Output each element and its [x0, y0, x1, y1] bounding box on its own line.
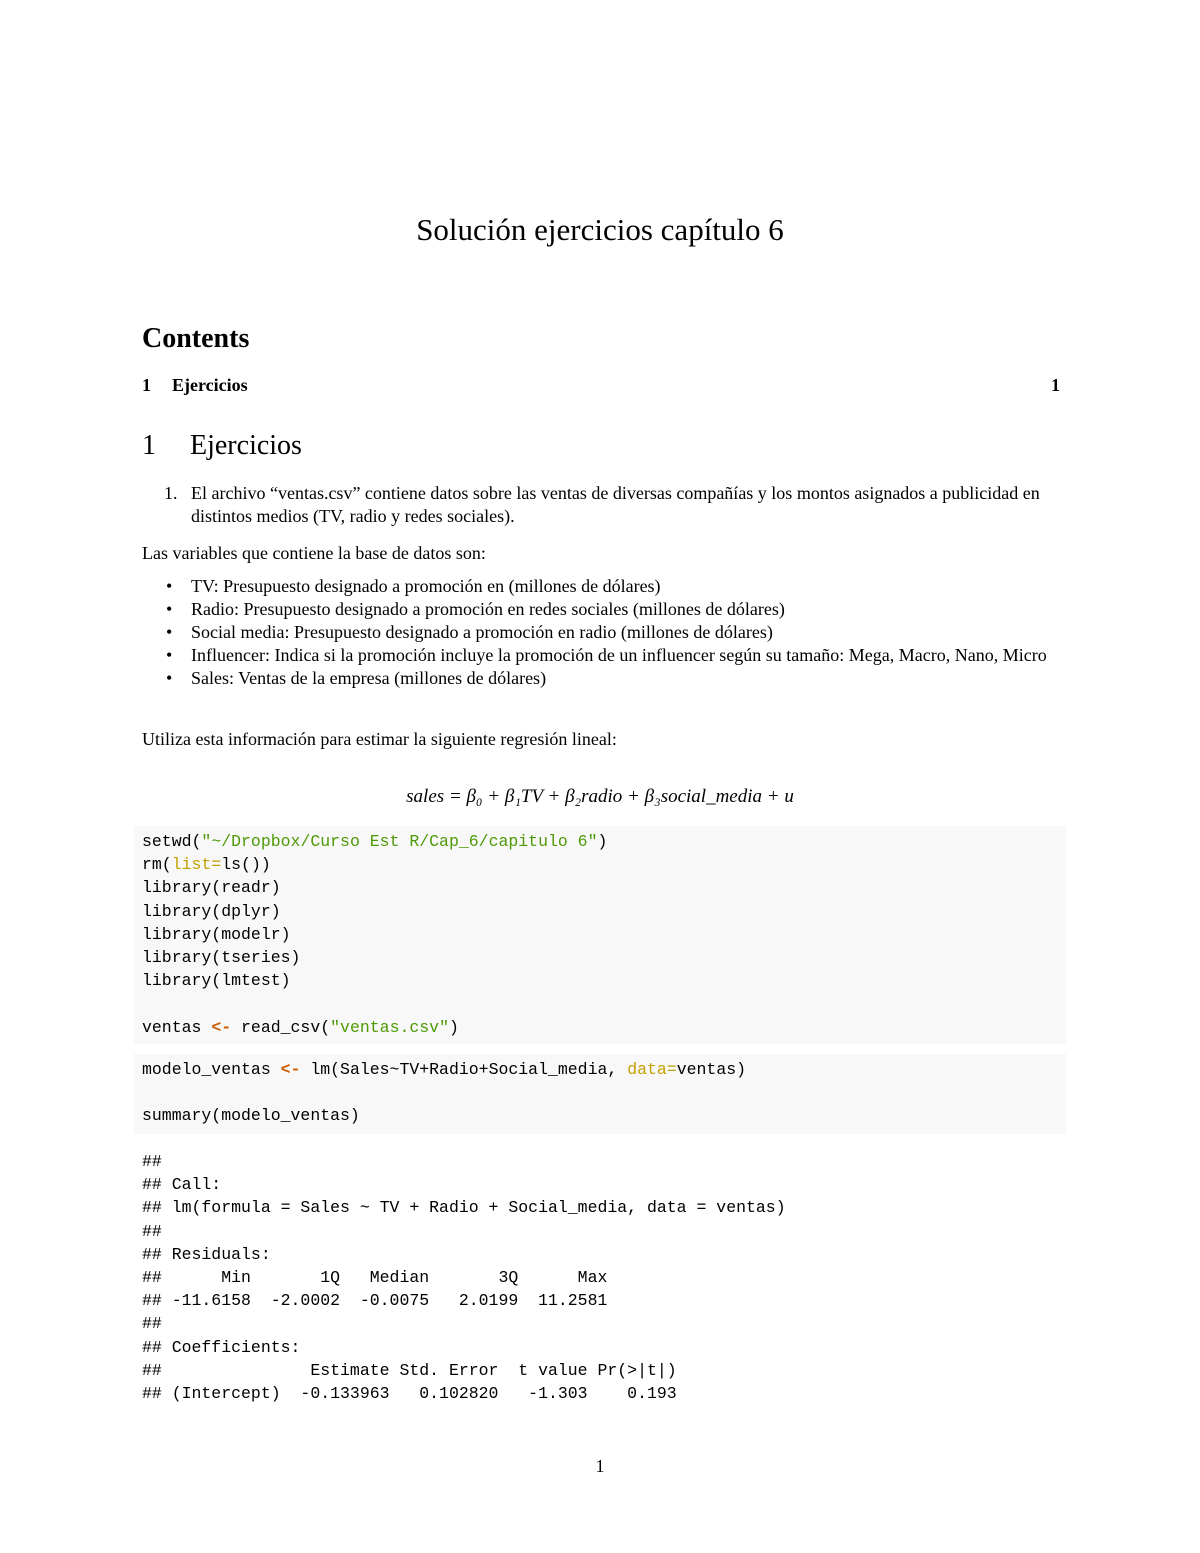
code-argument: data= — [627, 1060, 677, 1079]
list-item — [166, 575, 1062, 598]
code-argument: list= — [171, 855, 222, 875]
list-item-text: TV: Presupuesto designado a promoción en (millones de dólares) — [191, 576, 661, 596]
r-output-block — [142, 1150, 1062, 1405]
section-title: Ejercicios — [190, 430, 302, 461]
code-text: ventas) — [676, 1060, 747, 1079]
code-line: library(readr) — [142, 878, 281, 898]
section-number: 1 — [142, 430, 156, 461]
list-item — [166, 667, 1062, 690]
bullet-icon: • — [166, 576, 173, 596]
list-item — [166, 621, 1062, 644]
list-item — [166, 644, 1062, 667]
output-line: ## — [142, 1221, 162, 1241]
toc-entry[interactable] — [142, 375, 1060, 396]
toc-entry-label: Ejercicios — [172, 375, 248, 395]
list-item-text: El archivo “ventas.csv” contiene datos sobre las ventas de diversas compañías y los montos asignados a publicidad en distintos medios (TV, radio y redes sociales). — [191, 483, 1040, 526]
toc-entry-page: 1 — [1051, 375, 1060, 395]
code-text: modelo_ventas — [142, 1060, 281, 1079]
output-line: ## — [142, 1314, 162, 1334]
list-item-text: Radio: Presupuesto designado a promoción en redes sociales (millones de dólares) — [191, 599, 785, 619]
code-text: ) — [448, 1017, 459, 1037]
instruction-text: Utiliza esta información para estimar la siguiente regresión lineal: — [142, 729, 617, 749]
code-line: library(modelr) — [142, 924, 291, 944]
code-string: "ventas.csv" — [330, 1017, 449, 1037]
toc-entry-label-group — [142, 375, 248, 396]
code-line: library(lmtest) — [142, 971, 291, 991]
code-text: setwd( — [142, 832, 202, 851]
contents-heading: Contents — [142, 323, 250, 354]
output-line: ## Estimate Std. Error t value Pr(>|t|) — [142, 1360, 677, 1380]
code-text: ls()) — [221, 855, 271, 875]
regression-equation: sales = β₀ + β₁TV + β₂radio + β₃social_media + u — [406, 786, 794, 807]
code-text: ) — [597, 832, 608, 851]
code-text: read_csv( — [231, 1017, 331, 1037]
code-line: library(dplyr) — [142, 901, 281, 921]
variables-intro: Las variables que contiene la base de datos son: — [142, 543, 486, 563]
code-operator: <- — [280, 1060, 301, 1079]
list-item-text: Sales: Ventas de la empresa (millones de dólares) — [191, 668, 547, 688]
page-number: 1 — [595, 1456, 605, 1476]
code-line: summary(modelo_ventas) — [142, 1106, 360, 1126]
code-text: rm( — [142, 855, 172, 875]
output-line: ## Call: — [142, 1175, 222, 1195]
bullet-icon: • — [166, 622, 173, 642]
toc-entry-number: 1 — [142, 375, 151, 395]
output-line: ## lm(formula = Sales ~ TV + Radio + Social_media, data = ventas) — [142, 1198, 786, 1218]
code-text: ventas — [142, 1017, 212, 1037]
list-marker: 1. — [164, 483, 178, 503]
list-item — [166, 598, 1062, 621]
output-line: ## -11.6158 -2.0002 -0.0075 2.0199 11.2581 — [142, 1291, 608, 1311]
code-string: "~/Dropbox/Curso Est R/Cap_6/capitulo 6" — [201, 832, 598, 851]
output-line: ## Coefficients: — [142, 1337, 301, 1357]
ordered-list-item — [142, 482, 1062, 528]
output-line: ## Residuals: — [142, 1244, 271, 1264]
bullet-icon: • — [166, 599, 173, 619]
code-operator: <- — [211, 1017, 232, 1037]
document-title: Solución ejercicios capítulo 6 — [416, 212, 784, 247]
variables-list — [142, 575, 1062, 690]
bullet-icon: • — [166, 645, 173, 665]
code-text: lm(Sales~TV+Radio+Social_media, — [300, 1060, 628, 1079]
output-line: ## — [142, 1152, 162, 1171]
bullet-icon: • — [166, 668, 173, 688]
code-block-model[interactable] — [134, 1054, 1066, 1134]
code-line: library(tseries) — [142, 948, 301, 968]
list-item-text: Social media: Presupuesto designado a promoción en radio (millones de dólares) — [191, 622, 773, 642]
list-item-text: Influencer: Indica si la promoción incluye la promoción de un influencer según su tamaño: Mega, Macro, Nano, Micro — [191, 645, 1047, 665]
output-line: ## Min 1Q Median 3Q Max — [142, 1268, 608, 1288]
code-block-setup[interactable] — [134, 826, 1066, 1044]
section-heading — [142, 430, 302, 462]
output-line: ## (Intercept) -0.133963 0.102820 -1.303 0.193 — [142, 1384, 677, 1404]
